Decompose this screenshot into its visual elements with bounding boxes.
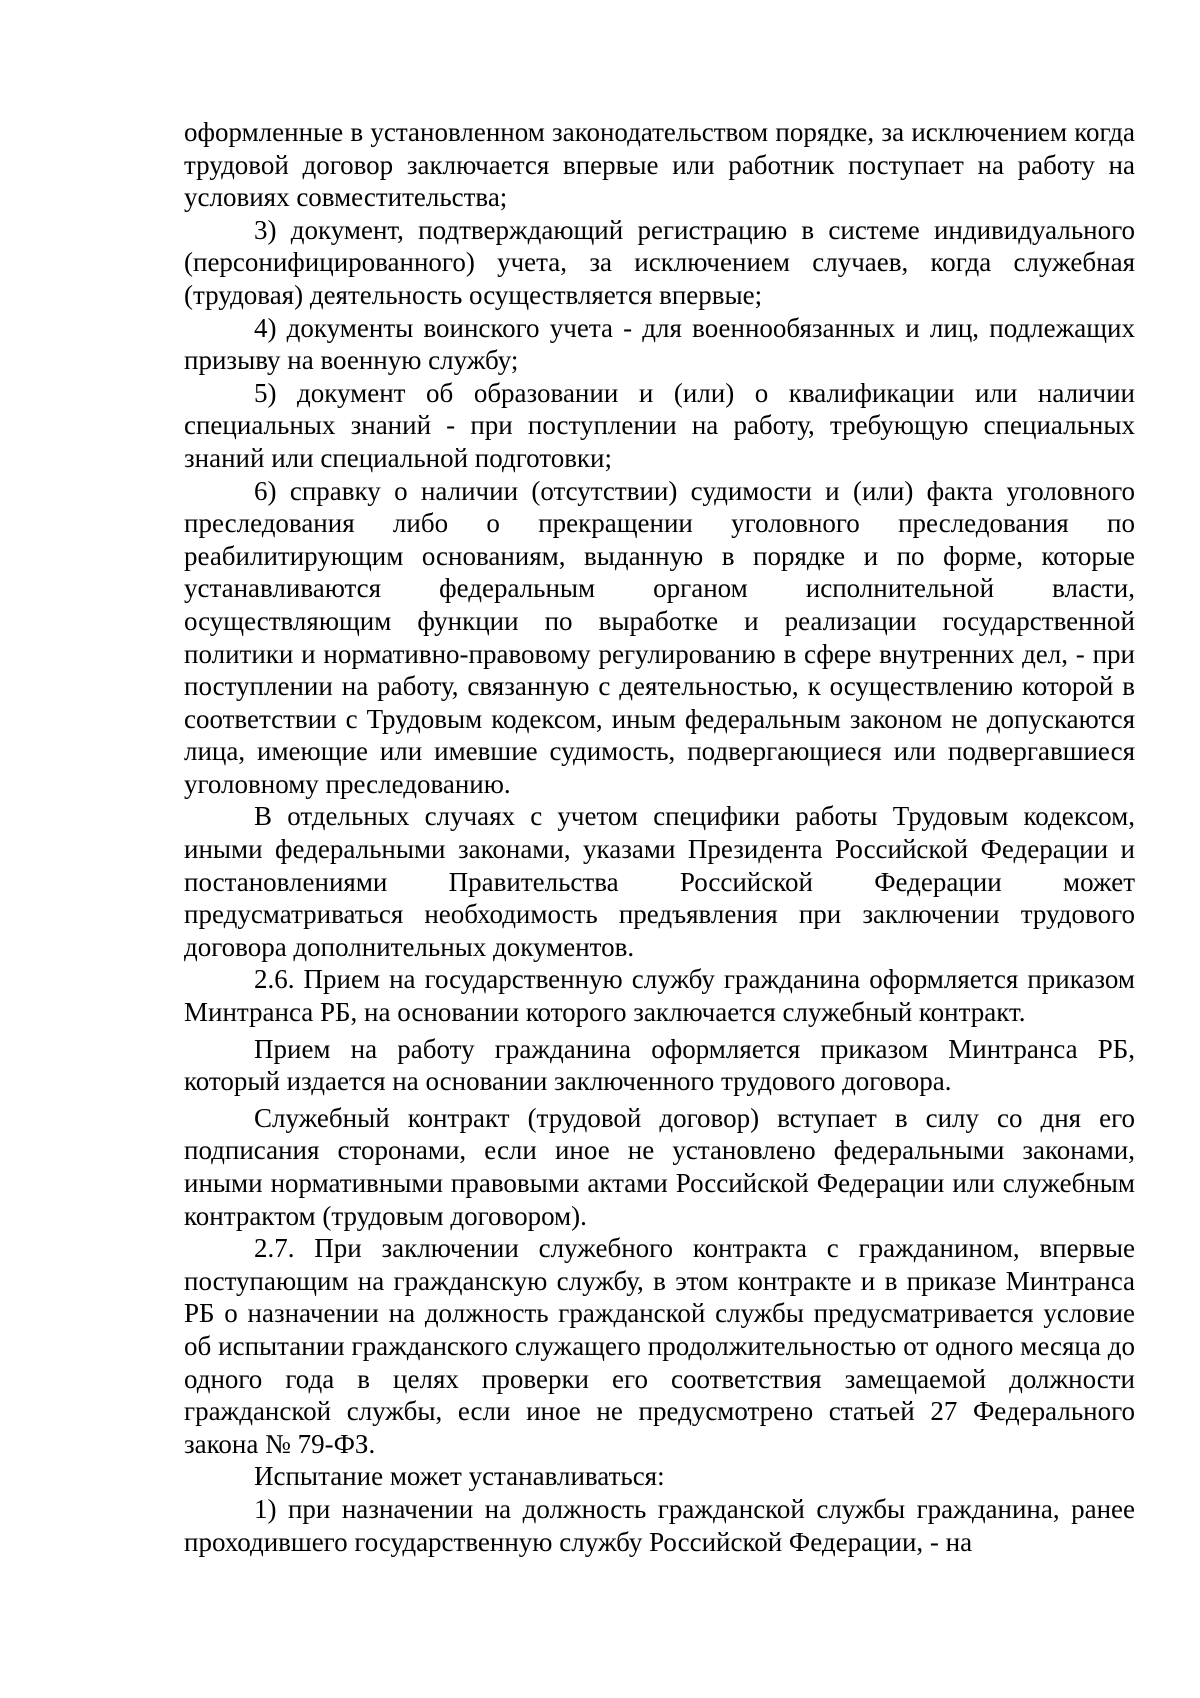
paragraph-employment-order: Прием на работу гражданина оформляется приказом Минтранса РБ, который издается на основании заключенного трудового договора. [184,1033,1135,1097]
document-body [184,116,1135,1558]
paragraph-item-5: 5) документ об образовании и (или) о квалификации или наличии специальных знаний - при поступлении на работу, требующую специальных знаний или специальной подготовки; [184,377,1135,473]
paragraph-item-6: 6) справку о наличии (отсутствии) судимости и (или) факта уголовного преследования либо о прекращении уголовного преследования по реабилитирующим основаниям, выданную в порядке и по форме, которые устанавливаются федеральным органом исполнительной власти, осуществляющим функции по выработке и реализации государственной политики и нормативно-правовому регулированию в сфере внутренних дел, - при поступлении на работу, связанную с деятельностью, к осуществлению которой в соответствии с Трудовым кодексом, иным федеральным законом не допускаются лица, имеющие или имевшие судимость, подвергающиеся или подвергавшиеся уголовному преследованию. [184,475,1135,799]
paragraph-item-4: 4) документы воинского учета - для военнообязанных и лиц, подлежащих призыву на военную службу; [184,312,1135,376]
paragraph-2-7: 2.7. При заключении служебного контракта с гражданином, впервые поступающим на гражданскую службу, в этом контракте и в приказе Минтранса РБ о назначении на должность гражданской службы предусматривается условие об испытании гражданского служащего продолжительностью от одного месяца до одного года в целях проверки его соответствия замещаемой должности гражданской службы, если иное не предусмотрено статьей 27 Федерального закона № 79-ФЗ. [184,1233,1135,1459]
paragraph-continuation: оформленные в установленном законодательством порядке, за исключением когда трудовой договор заключается впервые или работник поступает на работу на условиях совместительства; [184,117,1135,213]
paragraph-special-cases: В отдельных случаях с учетом специфики работы Трудовым кодексом, иными федеральными законами, указами Президента Российской Федерации и постановлениями Правительства Российской Федерации может предусматриваться необходимость предъявления при заключении трудового договора дополнительных документов. [184,801,1135,962]
paragraph-item-3: 3) документ, подтверждающий регистрацию в системе индивидуального (персонифицированного) учета, за исключением случаев, когда служебная (трудовая) деятельность осуществляется впервые; [184,214,1135,310]
paragraph-contract-effect: Служебный контракт (трудовой договор) вступает в силу со дня его подписания сторонами, если иное не установлено федеральными законами, иными нормативными правовыми актами Российской Федерации или служебным контрактом (трудовым договором). [184,1102,1135,1231]
paragraph-2-6: 2.6. Прием на государственную службу гражданина оформляется приказом Минтранса РБ, на основании которого заключается служебный контракт. [184,964,1135,1028]
paragraph-probation: Испытание может устанавливаться: [254,1461,665,1492]
paragraph-probation-item-1: 1) при назначении на должность гражданской службы гражданина, ранее проходившего государственную службу Российской Федерации, - на [184,1493,1135,1557]
